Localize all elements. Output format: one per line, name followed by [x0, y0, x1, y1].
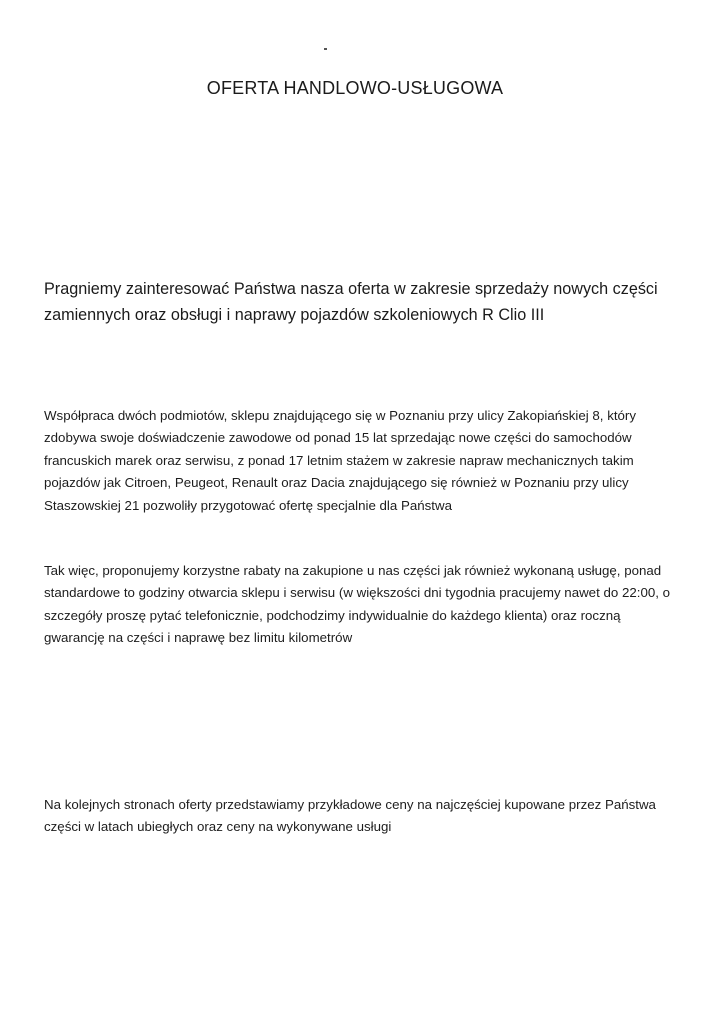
- next-pages-paragraph: Na kolejnych stronach oferty przedstawiamy przykładowe ceny na najczęściej kupowane przez Państwa części w latach ubiegłych oraz ceny na wykonywane usługi: [44, 797, 656, 835]
- intro-paragraph: Pragniemy zainteresować Państwa nasza oferta w zakresie sprzedaży nowych części zamiennych oraz obsługi i naprawy pojazdów szkoleniowych R Clio III: [44, 280, 658, 324]
- cooperation-paragraph: Współpraca dwóch podmiotów, sklepu znajdującego się w Poznaniu przy ulicy Zakopiańskiej 8, który zdobywa swoje doświadczenie zawodowe od ponad 15 lat sprzedając nowe części do samochodów francuskich marek oraz serwisu, z ponad 17 letnim stażem w zakresie napraw mechanicznych takim pojazdów jak Citroen, Peugeot, Renault oraz Dacia znajdującego się również w Poznaniu przy ulicy Staszowskiej 21 pozwoliły przygotować ofertę specjalnie dla Państwa: [44, 408, 637, 513]
- offer-benefits-paragraph: Tak więc, proponujemy korzystne rabaty na zakupione u nas części jak również wykonaną usługę, ponad standardowe to godziny otwarcia sklepu i serwisu (w większości dni tygodnia pracujemy nawet do 22:00, o szczegóły proszę pytać telefonicznie, podchodzimy indywidualnie do każdego klienta) oraz roczną gwarancję na części i naprawę bez limitu kilometrów: [44, 563, 671, 646]
- document-title: OFERTA HANDLOWO-USŁUGOWA: [206, 78, 504, 98]
- scan-artifact-dot: [324, 48, 327, 50]
